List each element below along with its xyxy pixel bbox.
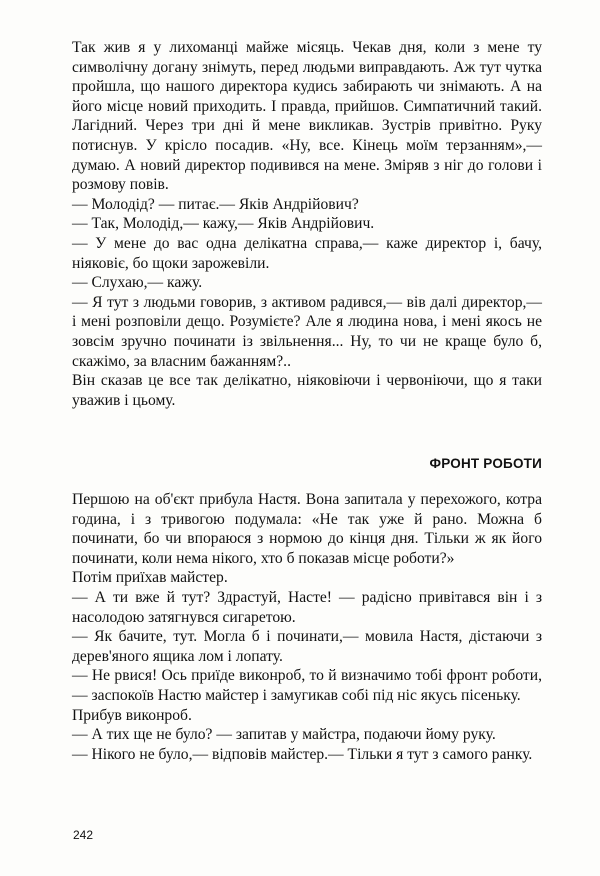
text-block-bottom [72, 490, 542, 764]
dialogue-line: — Молодід? — питає.— Яків Андрійович? [72, 195, 359, 213]
dialogue-line: — А тих ще не було? — запитав у майстра, подаючи йому руку. [72, 726, 496, 744]
dialogue-line: — Нікого не було,— відповів майстер.— Тільки я тут з самого ранку. [72, 745, 533, 763]
section-heading: ФРОНТ РОБОТИ [429, 456, 542, 471]
paragraph: Першою на об'єкт прибула Настя. Вона запитала у перехожого, котра година, і з тривогою подумала: «Не так уже й рано. Можна б починати, бо чи впораюся з нормою до кінця дня. Тільки ж як його починати, коли нема нікого, хто б показав місце роботи?» [72, 491, 542, 567]
dialogue-line: — Як бачите, тут. Могла б і починати,— мовила Настя, дістаючи з дерев'яного ящика лом і лопату. [72, 628, 542, 665]
dialogue-line: — У мене до вас одна делікатна справа,— каже директор і, бачу, ніяковіє, бо щоки зарожевіли. [72, 234, 542, 272]
paragraph: Потім приїхав майстер. [72, 569, 228, 587]
dialogue-line: — Так, Молодід,— кажу,— Яків Андрійович. [72, 215, 375, 233]
dialogue-line: — Не рвися! Ось приїде виконроб, то й визначимо тобі фронт роботи,— заспокоїв Настю майстер і замугикав собі під ніс якусь пісеньку. [72, 667, 542, 704]
dialogue-line: — Я тут з людьми говорив, з активом радився,— вів далі директор,— і мені розповіли дещо. Розумієте? Але я людина нова, і мені якось не зовсім зручно починати із звільнення... Ну, то чи не краще було б, скажімо, за власним бажанням?.. [72, 293, 542, 370]
dialogue-line: — А ти вже й тут? Здрастуй, Насте! — радісно привітався він і з насолодою затягнувся сигаретою. [72, 588, 542, 626]
paragraph: Прибув виконроб. [72, 706, 192, 724]
dialogue-line: — Слухаю,— кажу. [72, 274, 203, 292]
text-block-top [72, 38, 542, 410]
page-number: 242 [73, 828, 94, 842]
paragraph: Так жив я у лихоманці майже місяць. Чекав дня, коли з мене ту символічну догану знімуть, перед людьми виправдають. Аж тут чутка пройшла, що нашого директора кудись забирають чи знімають. А на його місце новий приходить. І правда, прийшов. Симпатичний такий. Лагідний. Через три дні й мене викликав. Зустрів привітно. Руку потиснув. У крісло посадив. «Ну, все. Кінець моїм терзанням»,— думаю. А новий директор подивився на мене. Зміряв з ніг до голови і розмову повів. [72, 39, 542, 194]
paragraph: Він сказав це все так делікатно, ніяковіючи і червоніючи, що я таки уважив і цьому. [72, 372, 542, 409]
